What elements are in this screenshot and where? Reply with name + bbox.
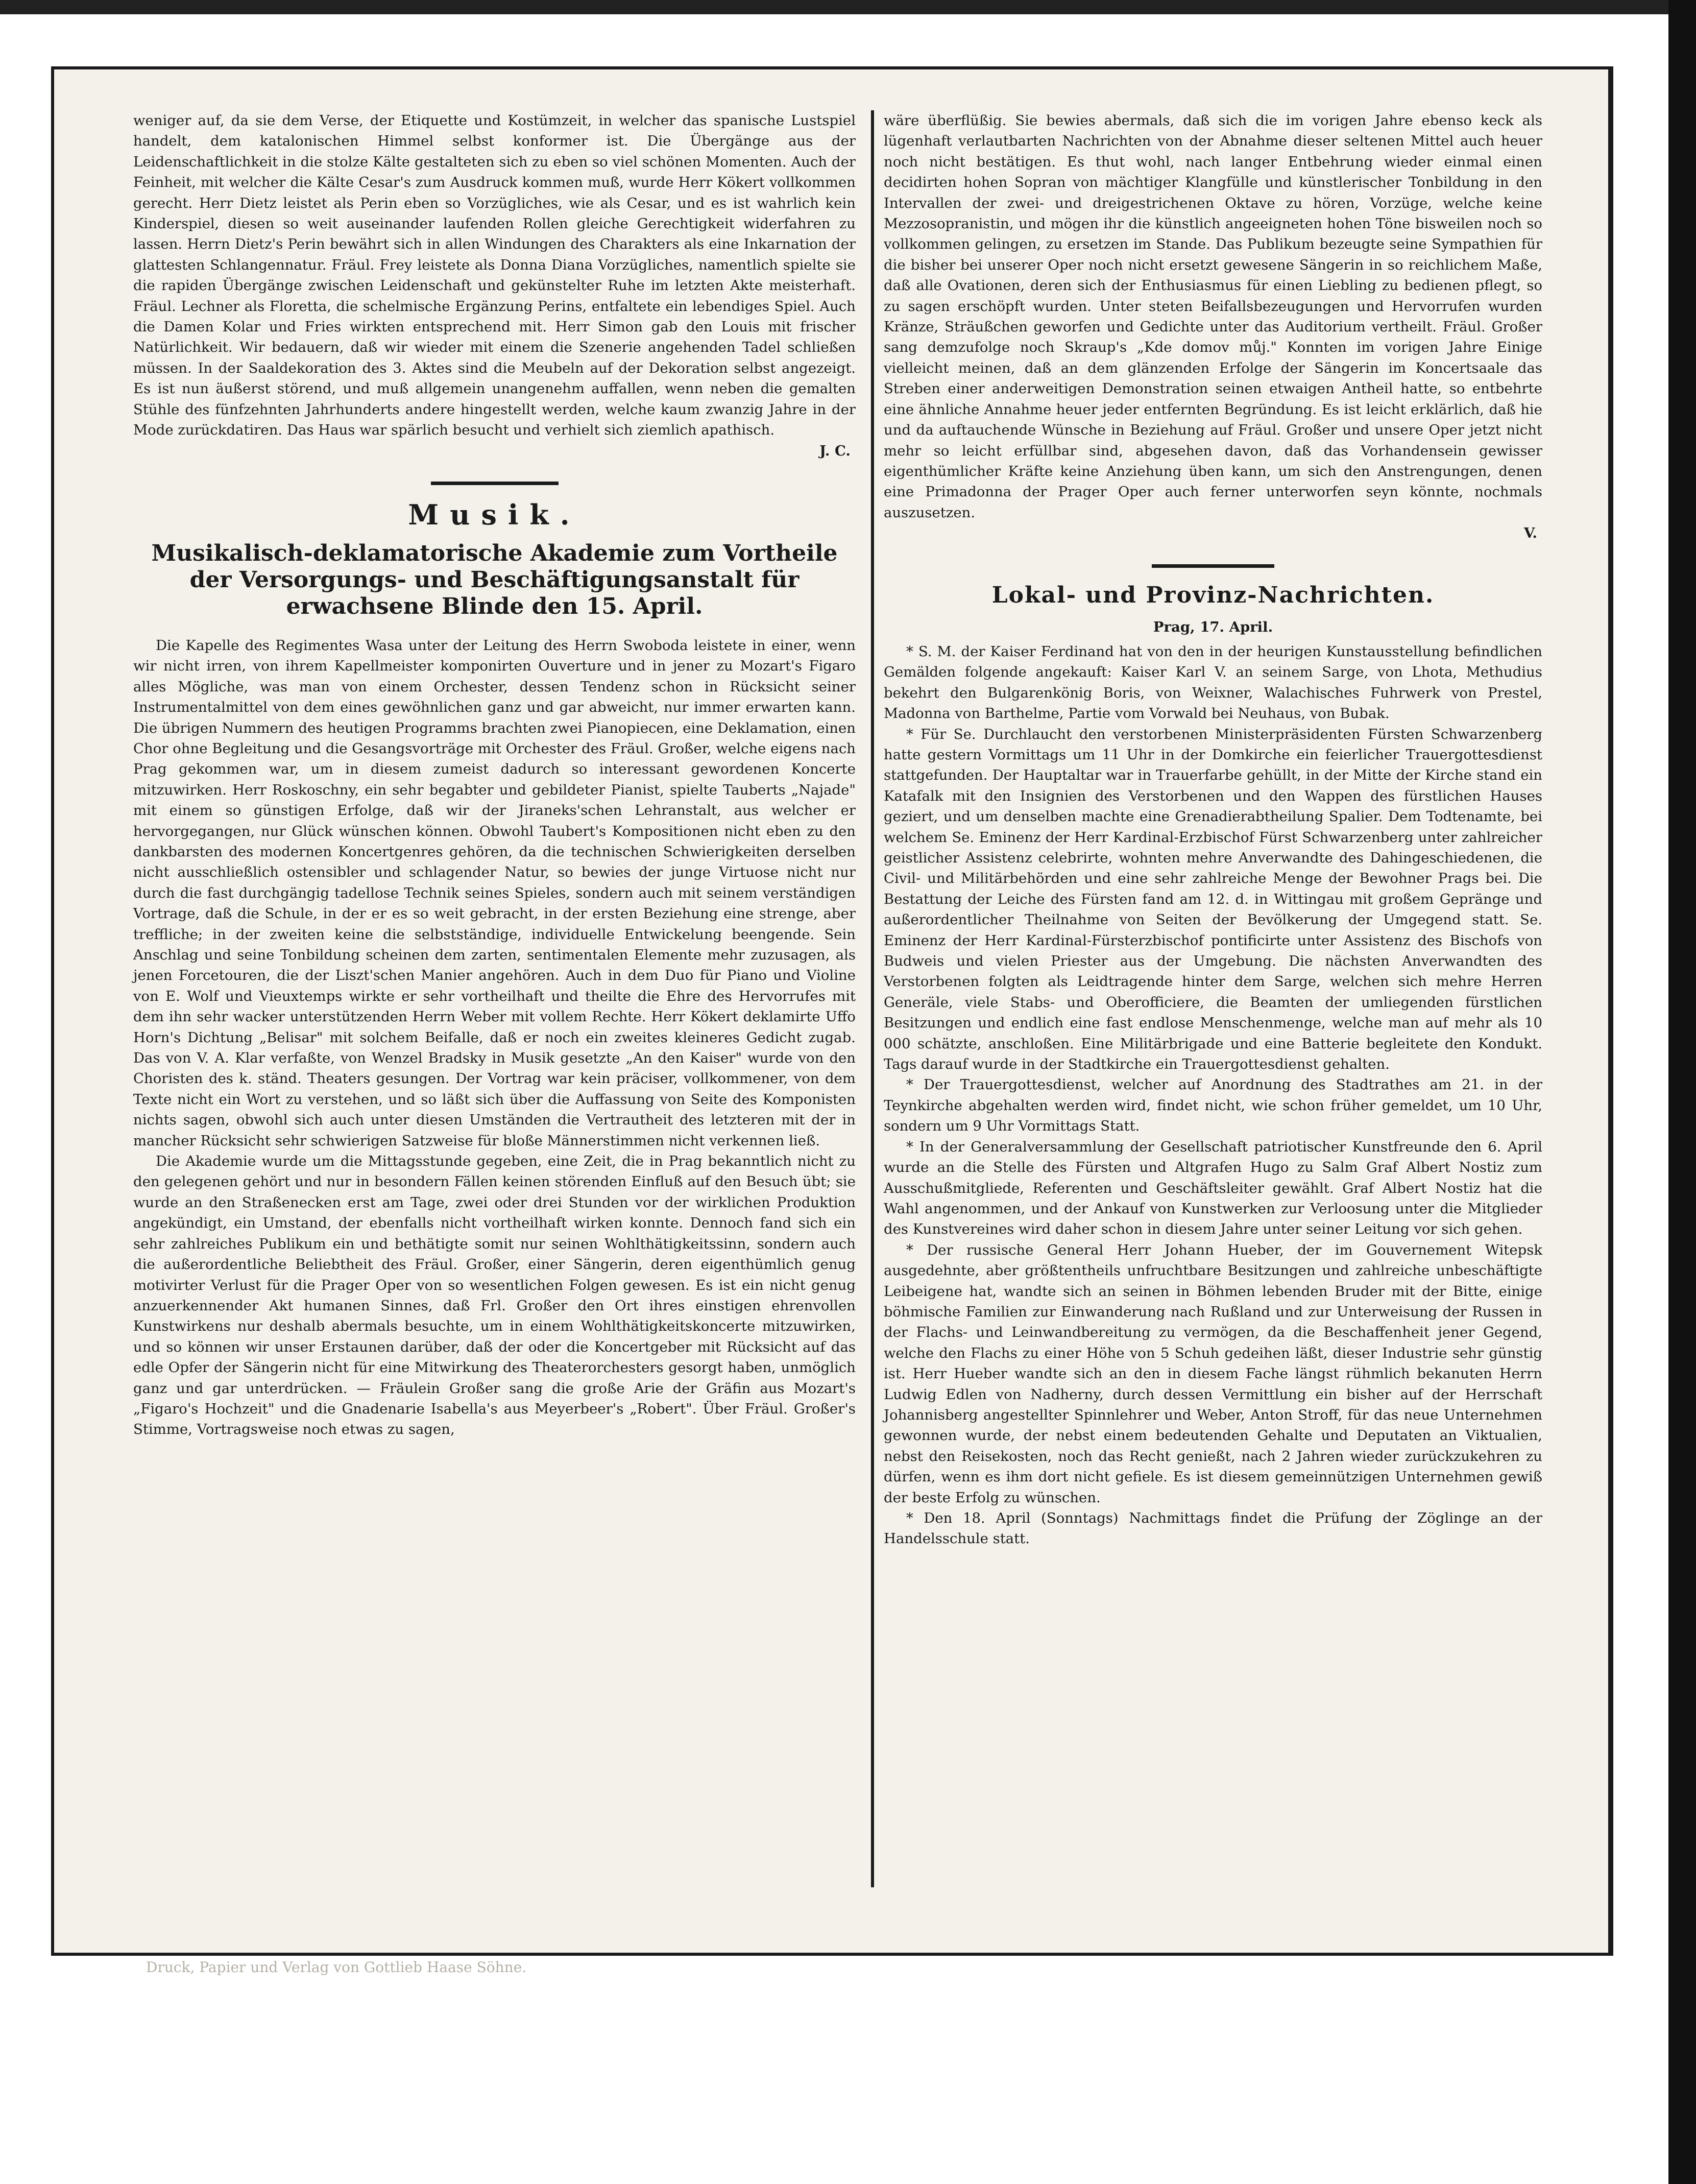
newspaper-page: [51, 66, 1613, 1976]
news-item: * S. M. der Kaiser Ferdinand hat von den in der heurigen Kunstausstellung befindlichen Gemälden folgende angekauft: Kaiser Karl V. an seinem Sarge, von Lhota, Methudius bekehrt den Bulgarenkönig Boris, von Weixner, Walachisches Fuhrwerk von Prestel, Madonna von Barthelme, Partie vom Vorwald bei Neuhaus, von Bubak.: [884, 643, 1542, 722]
left-column: [133, 110, 856, 1440]
section-rule: [431, 482, 559, 485]
article-paragraph: Die Kapelle des Regimentes Wasa unter der Leitung des Herrn Swoboda leistete in einer, wenn wir nicht irren, von ihrem Kapellmeister komponirten Ouverture und in jener zu Mozart's Figaro alles Mögliche, was man von einem Orchester, dessen Tendenz schon in Rücksicht seiner Instrumentalmittel von dem eines gewöhnlichen ganz und gar abweicht, nur immer erwarten kann. Die übrigen Nummern des heutigen Programms brachten zwei Pianopiecen, eine Deklamation, einen Chor ohne Begleitung und die Gesangsvorträge mit Orchester des Fräul. Großer, welche eigens nach Prag gekommen war, um in diesem zumeist dadurch so interessant gewordenen Koncerte mitzuwirken. Herr Roskoschny, ein sehr begabter und gebildeter Pianist, spielte Tauberts „Najade" mit einem so günstigen Erfolge, daß wir der Jiraneks'schen Lehranstalt, aus welcher er hervorgegangen, nur Glück wünschen können. Obwohl Taubert's Kompositionen nicht eben zu den dankbarsten des modernen Koncertgenres gehören, da die technischen Schwierigkeiten derselben nicht ausschließlich ostensibler und schlagender Natur, so bewies der junge Virtuose nicht nur durch die fast durchgängig tadellose Technik seines Spieles, sondern auch mit seinem verständigen Vortrage, daß die Schule, in der er es so weit gebracht, in der ersten Beziehung eine strenge, aber treffliche; in der zweiten keine die selbstständige, individuelle Entwickelung beengende. Sein Anschlag und seine Tonbildung scheinen dem zarten, sentimentalen Elemente mehr zuzusagen, als jenen Forcetouren, die der Liszt'schen Manier angehören. Auch in dem Duo für Piano und Violine von E. Wolf und Vieuxtemps wirkte er sehr vortheilhaft und theilte die Ehre des Hervorrufes mit dem ihn sehr wacker unterstützenden Herrn Weber mit vollem Rechte. Herr Kökert deklamirte Uffo Horn's Dichtung „Belisar" mit solchem Beifalle, daß er noch ein zweites kleineres Gedicht zugab. Das von V. A. Klar verfaßte, von Wenzel Bradsky in Musik gesetzte „An den Kaiser" wurde von den Choristen des k. ständ. Theaters gesungen. Der Vortrag war kein präciser, vollkommener, von dem Texte nicht ein Wort zu verstehen, und so läßt sich über die Auffassung von Seite des Komponisten nichts sagen, obwohl sich auch unter diesen Umständen die Vertrautheit des letzteren mit der in mancher Rücksicht sehr schwierigen Satzweise für bloße Männerstimmen nicht verkennen ließ.: [133, 637, 856, 1149]
article-paragraph: Die Akademie wurde um die Mittagsstunde gegeben, eine Zeit, die in Prag bekanntlich nicht zu den gelegenen gehört und nur in besondern Fällen keinen störenden Einfluß auf den Besuch übt; sie wurde an den Straßenecken erst am Tage, zwei oder drei Stunden vor der wirklichen Produktion angekündigt, ein Umstand, der ebenfalls nicht vortheilhaft wirken konnte. Dennoch fand sich ein sehr zahlreiches Publikum ein und bethätigte somit nur seinen Wohlthätigkeitssinn, sondern auch die außerordentliche Beliebtheit des Fräul. Großer, einer Sängerin, deren eigenthümlich genug motivirter Verlust für die Prager Oper von so wesentlichen Folgen gewesen. Es ist ein nicht genug anzuerkennender Akt humanen Sinnes, daß Frl. Großer den Ort ihres einstigen ehrenvollen Kunstwirkens nur deshalb abermals besuchte, um in einem Wohlthätigkeitskoncerte mitzuwirken, und so können wir unser Erstaunen darüber, daß der oder die Koncertgeber mit Rücksicht auf das edle Opfer der Sängerin nicht für eine Mitwirkung des Theaterorchesters gesorgt haben, unmöglich ganz und gar unterdrücken. — Fräulein Großer sang die große Arie der Gräfin aus Mozart's „Figaro's Hochzeit" und die Gnadenarie Isabella's aus Meyerbeer's „Robert". Über Fräul. Großer's Stimme, Vortragsweise noch etwas zu sagen,: [133, 1153, 856, 1438]
news-item: * Für Se. Durchlaucht den verstorbenen Ministerpräsidenten Fürsten Schwarzenberg hatte gestern Vormittags um 11 Uhr in der Domkirche ein feierlicher Trauergottesdienst stattgefunden. Der Hauptaltar war in Trauerfarbe gehüllt, in der Mitte der Kirche stand ein Katafalk mit den Insignien des Verstorbenen und den Wappen des fürstlichen Hauses geziert, und um denselben machte eine Grenadierabtheilung Spalier. Dem Todtenamte, bei welchem Se. Eminenz der Herr Kardinal-Erzbischof Fürst Schwarzenberg unter zahlreicher geistlicher Assistenz celebrirte, wohnten mehre Anverwandte des Dahingeschiedenen, die Civil- und Militärbehörden und eine sehr zahlreiche Menge der Bewohner Prags bei. Die Bestattung der Leiche des Fürsten fand am 12. d. in Wittingau mit großem Gepränge und außerordentlicher Theilnahme von Seiten der Bevölkerung der Umgegend statt. Se. Eminenz der Herr Kardinal-Fürsterzbischof pontificirte unter Assistenz des Bischofs von Budweis und vielen Priester aus der Umgebung. Die nächsten Anverwandten des Verstorbenen folgten als Leidtragende hinter dem Sarge, welchen sich mehre Herren Generäle, viele Stabs- und Oberofficiere, die Beamten der umliegenden fürstlichen Besitzungen und endlich eine fast endlose Menschenmenge, welche man auf mehr als 10 000 schätzte, anschloßen. Eine Militärbrigade und eine Batterie begleitete den Kondukt. Tags darauf wurde in der Stadtkirche ein Trauergottesdienst gehalten.: [884, 726, 1542, 1073]
continued-review-paragraph: weniger auf, da sie dem Verse, der Etiquette und Kostümzeit, in welcher das spanische Lustspiel handelt, dem katalonischen Himmel selbst konformer ist. Die Übergänge aus der Leidenschaftlichkeit in die stolze Kälte gestalteten sich zu eben so viel schönen Momenten. Auch der Feinheit, mit welcher die Kälte Cesar's zum Ausdruck kommen muß, wurde Herr Kökert vollkommen gerecht. Herr Dietz leistet als Perin eben so Vorzügliches, wie als Cesar, und es ist wahrlich kein Kinderspiel, diesen so weit auseinander laufenden Rollen gleiche Gerechtigkeit widerfahren zu lassen. Herrn Dietz's Perin bewährt sich in allen Windungen des Charakters als eine Inkarnation der glattesten Schlangennatur. Fräul. Frey leistete als Donna Diana Vorzügliches, namentlich spielte sie die rapiden Übergänge zwischen Leidenschaft und gekünstelter Ruhe im letzten Akte meisterhaft. Fräul. Lechner als Floretta, die schelmische Ergänzung Perins, entfaltete ein lebendiges Spiel. Auch die Damen Kolar und Fries wirkten entsprechend mit. Herr Simon gab den Louis mit frischer Natürlichkeit. Wir bedauern, daß wir wieder mit einem die Szenerie angehenden Tadel schließen müssen. In der Saaldekoration des 3. Aktes sind die Meubeln auf der Dekoration selbst angezeigt. Es ist nun äußerst störend, und muß allgemein unangenehm auffallen, wenn neben die gemalten Stühle des fünfzehnten Jahrhunderts andere hingestellt werden, welche kaum zwanzig Jahre in der Mode zurückdatiren. Das Haus war spärlich besucht und verhielt sich ziemlich apathisch.: [133, 112, 856, 439]
dateline: Prag, 17. April.: [1153, 618, 1273, 635]
article-headline: Musikalisch-deklamatorische Akademie zum Vortheile der Versorgungs- und Beschäftigungsanstalt für erwachsene Blinde den 15. April.: [151, 540, 838, 619]
news-item: * Der russische General Herr Johann Hueber, der im Gouvernement Witepsk ausgedehnte, aber größtentheils unfruchtbare Besitzungen und zahlreiche unbeschäftigte Leibeigene hat, wandte sich an seinen in Böhmen lebenden Bruder mit der Bitte, einige böhmische Familien zur Einwanderung nach Rußland und zur Unterweisung der Russen in der Flachs- und Leinwandbereitung zu vermögen, da die Beschaffenheit jener Gegend, welche den Flachs zu einer Höhe von 5 Schuh gedeihen läßt, dieser Industrie sehr günstig ist. Herr Hueber wandte sich an den in diesem Fache längst rühmlich bekanuten Herrn Ludwig Edlen von Nadherny, durch dessen Vermittlung ein bisher auf der Herrschaft Johannisberg angestellter Spinnlehrer und Weber, Anton Stroff, für das neue Unternehmen gewonnen wurde, der nebst einem bedeutenden Gehalte und Deputaten an Viktualien, nebst den Reisekosten, noch das Recht genießt, nach 2 Jahren wieder zurückzukehren zu dürfen, wenn es ihm dort nicht gefiele. Es ist diesem gemeinnützigen Unternehmen gewiß der beste Erfolg zu wünschen.: [884, 1241, 1542, 1506]
column-divider: [871, 110, 874, 1887]
scan-right-edge: [1668, 0, 1696, 2184]
news-item: * Der Trauergottesdienst, welcher auf Anordnung des Stadtrathes am 21. in der Teynkirche abgehalten werden wird, findet nicht, wie schon früher gemeldet, um 10 Uhr, sondern um 9 Uhr Vormittags Statt.: [884, 1076, 1542, 1135]
continued-article-paragraph: wäre überflüßig. Sie bewies abermals, daß sich die im vorigen Jahre ebenso keck als lügenhaft verlautbarten Nachrichten von der Abnahme dieser seltenen Mittel auch heuer noch nicht bestätigen. Es thut wohl, nach langer Entbehrung wieder einmal einen decidirten hohen Sopran von mächtiger Klangfülle und künstlerischer Tonbildung in den Intervallen der zwei- und dreigestrichenen Oktave zu hören, Vorzüge, welche keine Mezzosopranistin, und mögen ihr die künstlich angeeigneten hohen Töne bisweilen noch so vollkommen gelingen, zu ersetzen im Stande. Das Publikum bezeugte seine Sympathien für die bisher bei unserer Oper noch nicht ersetzt gewesene Sängerin in so reichlichem Maße, daß alle Ovationen, deren sich der Enthusiasmus für einen Liebling zu bedienen pflegt, so zu sagen erschöpft wurden. Unter steten Beifallsbezeugungen und Hervorrufen wurden Kränze, Sträußchen geworfen und Gedichte unter das Auditorium vertheilt. Fräul. Großer sang demzufolge noch Skraup's „Kde domov můj." Konnten im vorigen Jahre Einige vielleicht meinen, daß an dem glänzenden Erfolge der Sängerin im Koncertsaale das Streben einer anderweitigen Demonstration seinen etwaigen Antheil hatte, so entbehrte eine ähnliche Annahme heuer jeder entfernten Begründung. Es ist leicht erklärlich, daß hie und da auftauchende Wünsche in Beziehung auf Fräul. Großer und unsere Oper jetzt nicht mehr so leicht erfüllbar sind, abgesehen davon, daß das Vorhandensein gewisser eigenthümlicher Kräfte keine Anziehung üben kann, um sich den Anstrengungen, denen eine Primadonna der Prager Oper auch ferner unterworfen seyn könnte, nochmals auszusetzen.: [884, 112, 1542, 521]
news-item: * In der Generalversammlung der Gesellschaft patriotischer Kunstfreunde den 6. April wurde an die Stelle des Fürsten und Altgrafen Hugo zu Salm Graf Albert Nostiz zum Ausschußmitgliede, Referenten und Geschäftsleiter gewählt. Graf Albert Nostiz hat die Wahl angenommen, und der Ankauf von Kunstwerken zur Verloosung unter die Mitglieder des Kunstvereines wird daher schon in diesem Jahre unter seiner Leitung vor sich gehen.: [884, 1138, 1542, 1238]
right-column: [884, 110, 1542, 1549]
section-rule: [1152, 564, 1274, 568]
section-title-lokal: Lokal- und Provinz-Nachrichten.: [991, 582, 1435, 608]
review-signature: J. C.: [819, 442, 851, 459]
scan-top-edge: [0, 0, 1696, 14]
bleed-through-imprint: Druck, Papier und Verlag von Gottlieb Haase Söhne.: [146, 1959, 527, 1976]
article-signature: V.: [1523, 525, 1537, 542]
news-item: * Den 18. April (Sonntags) Nachmittags findet die Prüfung der Zöglinge an der Handelsschule statt.: [884, 1510, 1542, 1547]
section-title-musik: Musik.: [408, 498, 581, 531]
